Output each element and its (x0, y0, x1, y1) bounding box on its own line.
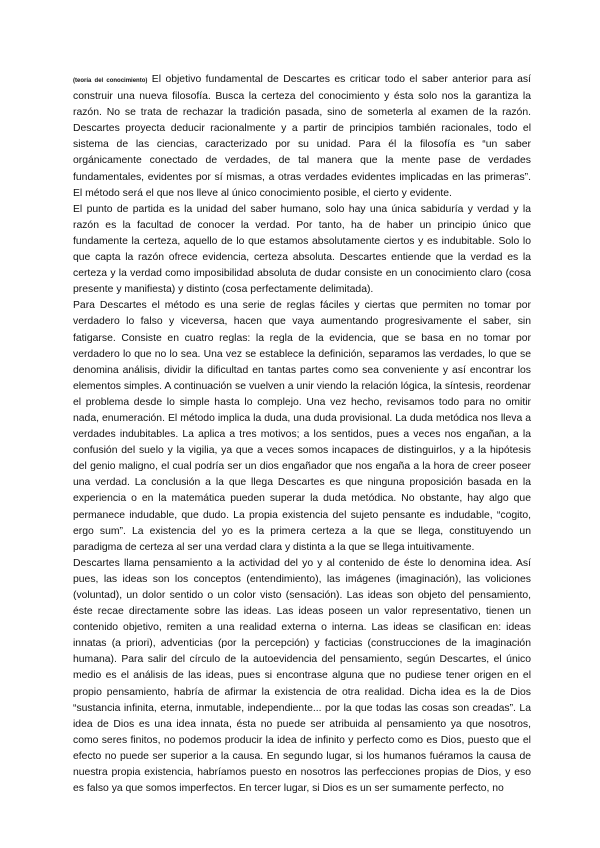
paragraph-3: Para Descartes el método es una serie de reglas fáciles y ciertas que permiten no tomar por verdadero lo falso y viceversa, hacen que vaya aumentando progresivamente el saber, sin fatigarse. Consiste en cuatro reglas: la regla de la evidencia, que se basa en no tomar por verdadero lo que no lo sea. Una vez se establece la definición, separamos las verdades, lo que se denomina análisis, dividir la dificultad en tantas partes como sea conveniente y así encontrar los elementos simples. A continuación se vuelven a unir viendo la relación lógica, la síntesis, reordenar el problema desde lo simple hasta lo complejo. Una vez hecho, revisamos todo para no omitir nada, enumeración. El método implica la duda, una duda provisional. La duda metódica nos lleva a verdades indubitables. La aplica a tres motivos; a los sentidos, pues a veces nos engañan, a la confusión del suelo y la vigilia, ya que a veces somos incapaces de distinguirlos, y a la hipótesis del genio maligno, el cual podría ser un dios engañador que nos engaña a la hora de creer poseer una verdad. La conclusión a la que llega Descartes es que ninguna proposición basada en la experiencia o en la matemática pueden superar la duda metódica. No obstante, hay algo que permanece indudable, que dudo. La propia existencia del sujeto pensante es indudable, “cogito, ergo sum”. La existencia del yo es la primera certeza a la que se llega, constituyendo un paradigma de certeza al ser una verdad clara y distinta a la que se llega intuitivamente. (73, 300, 531, 553)
section-tag: (teoría del conocimiento) (73, 78, 148, 84)
paragraph-4: Descartes llama pensamiento a la actividad del yo y al contenido de éste lo denomina idea. Así pues, las ideas son los conceptos (entendimiento), las imágenes (imaginación), las voliciones (voluntad), un dolor sentido o un color visto (sensación). Las ideas son objeto del pensamiento, éste recae directamente sobre las ideas. Las ideas poseen un valor representativo, tienen un contenido objetivo, remiten a una realidad externa o interna. Las ideas se clasifican en: ideas innatas (a priori), adventicias (por la percepción) y facticias (construcciones de la imaginación humana). Para salir del círculo de la autoevidencia del pensamiento, según Descartes, el único medio es el análisis de las ideas, pues si encontrase alguna que no pudiese tener origen en el propio pensamiento, habría de afirmar la existencia de otra realidad. Dicha idea es la de Dios “sustancia infinita, eterna, inmutable, independiente... por la que todas las cosas son creadas”. La idea de Dios es una idea innata, ésta no puede ser atribuida al pensamiento ya que nosotros, como seres finitos, no podemos producir la idea de infinito y perfecto como es Dios, puesto que el efecto no puede ser superior a la causa. En segundo lugar, si los humanos fuéramos la causa de nuestra propia existencia, habríamos puesto en nosotros las perfecciones propias de Dios, y eso es falso ya que somos imperfectos. En tercer lugar, si Dios es un ser sumamente perfecto, no (73, 557, 531, 795)
document-body (73, 72, 531, 797)
paragraph-1 (73, 72, 531, 202)
paragraph-1-text: El objetivo fundamental de Descartes es criticar todo el saber anterior para así construir una nueva filosofía. Busca la certeza del conocimiento y ésta solo nos la garantiza la razón. No se trata de rechazar la tradición pasada, sino de someterla al examen de la razón. Descartes proyecta deducir racionalmente y a partir de principios también racionales, todo el sistema de las ciencias, caracterizado por su unidad. Para él la filosofía es “un saber orgánicamente conectado de verdades, de tal manera que la mente pase de verdades fundamentales, evidentes por sí mismas, a otras verdades evidentes implicadas en las primeras”. El método será el que nos lleve al único conocimiento posible, el cierto y evidente. (73, 74, 531, 199)
paragraph-2: El punto de partida es la unidad del saber humano, solo hay una única sabiduría y verdad y la razón es la facultad de conocer la verdad. Por tanto, ha de haber un principio único que fundamente la certeza, aquello de lo que estamos absolutamente ciertos y es indubitable. Solo lo que capta la razón ofrece evidencia, certeza absoluta. Descartes entiende que la verdad es la certeza y la verdad como imposibilidad absoluta de dudar consiste en un conocimiento claro (cosa presente y manifiesta) y distinto (cosa perfectamente delimitada). (73, 203, 531, 296)
